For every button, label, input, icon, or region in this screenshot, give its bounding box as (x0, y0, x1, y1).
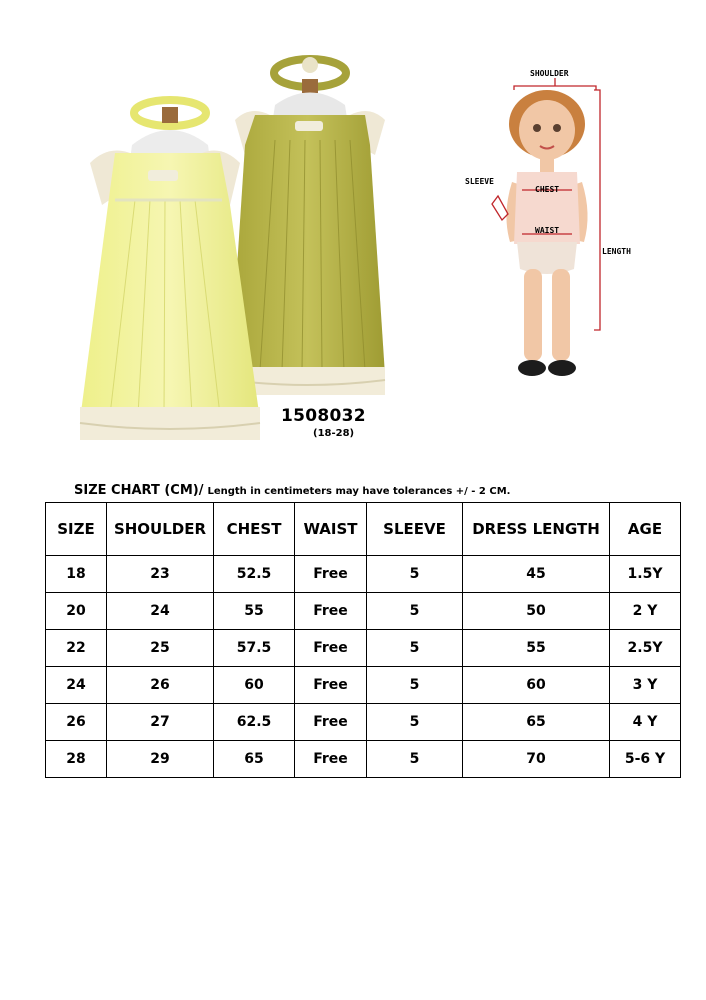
table-cell: 57.5 (214, 630, 295, 667)
column-header-shoulder: SHOULDER (107, 503, 214, 556)
table-header-row (46, 503, 681, 556)
table-row (46, 556, 681, 593)
table-cell: 50 (463, 593, 610, 630)
table-cell: Free (295, 741, 367, 778)
table-cell: 5 (367, 593, 463, 630)
column-header-age: AGE (610, 503, 681, 556)
product-code: 1508032 (281, 406, 366, 426)
table-cell: 5-6 Y (610, 741, 681, 778)
table-cell: 27 (107, 704, 214, 741)
shoulder-label: SHOULDER (530, 69, 569, 78)
table-cell: 62.5 (214, 704, 295, 741)
yellow-dress (80, 100, 260, 440)
table-cell: 25 (107, 630, 214, 667)
table-cell: 23 (107, 556, 214, 593)
column-header-dress-length: DRESS LENGTH (463, 503, 610, 556)
column-header-sleeve: SLEEVE (367, 503, 463, 556)
table-cell: 70 (463, 741, 610, 778)
table-cell: Free (295, 556, 367, 593)
length-label: LENGTH (602, 247, 631, 256)
measurement-diagram (462, 64, 642, 392)
table-cell: 22 (46, 630, 107, 667)
table-cell: 29 (107, 741, 214, 778)
size-chart-heading (74, 483, 510, 498)
table-cell: 3 Y (610, 667, 681, 704)
table-cell: 65 (463, 704, 610, 741)
table-cell: 24 (107, 593, 214, 630)
column-header-size: SIZE (46, 503, 107, 556)
olive-dress (230, 57, 385, 395)
table-cell: 52.5 (214, 556, 295, 593)
dress-product-image (70, 45, 390, 445)
sleeve-label: SLEEVE (465, 177, 494, 186)
table-row (46, 741, 681, 778)
table-row (46, 704, 681, 741)
column-header-waist: WAIST (295, 503, 367, 556)
table-cell: 20 (46, 593, 107, 630)
table-cell: Free (295, 704, 367, 741)
table-cell: 5 (367, 630, 463, 667)
column-header-chest: CHEST (214, 503, 295, 556)
table-cell: 1.5Y (610, 556, 681, 593)
table-cell: 5 (367, 667, 463, 704)
table-cell: Free (295, 593, 367, 630)
table-cell: 4 Y (610, 704, 681, 741)
table-cell: 45 (463, 556, 610, 593)
table-cell: 26 (107, 667, 214, 704)
table-cell: Free (295, 630, 367, 667)
table-cell: 5 (367, 741, 463, 778)
table-cell: Free (295, 667, 367, 704)
table-cell: 18 (46, 556, 107, 593)
table-cell: 28 (46, 741, 107, 778)
table-cell: 5 (367, 704, 463, 741)
table-row (46, 593, 681, 630)
table-cell: 26 (46, 704, 107, 741)
waist-label: WAIST (535, 226, 560, 235)
product-size-range: (18-28) (313, 428, 355, 439)
table-cell: 65 (214, 741, 295, 778)
table-cell: 2.5Y (610, 630, 681, 667)
table-cell: 55 (214, 593, 295, 630)
size-chart-note: Length in centimeters may have tolerances +/ - 2 CM. (207, 486, 511, 497)
table-row (46, 667, 681, 704)
table-cell: 2 Y (610, 593, 681, 630)
chest-label: CHEST (535, 185, 560, 194)
table-cell: 60 (463, 667, 610, 704)
table-cell: 5 (367, 556, 463, 593)
table-cell: 55 (463, 630, 610, 667)
table-row (46, 630, 681, 667)
table-cell: 60 (214, 667, 295, 704)
size-chart-table (45, 502, 681, 778)
size-chart-title: SIZE CHART (CM)/ (74, 483, 204, 498)
table-cell: 24 (46, 667, 107, 704)
